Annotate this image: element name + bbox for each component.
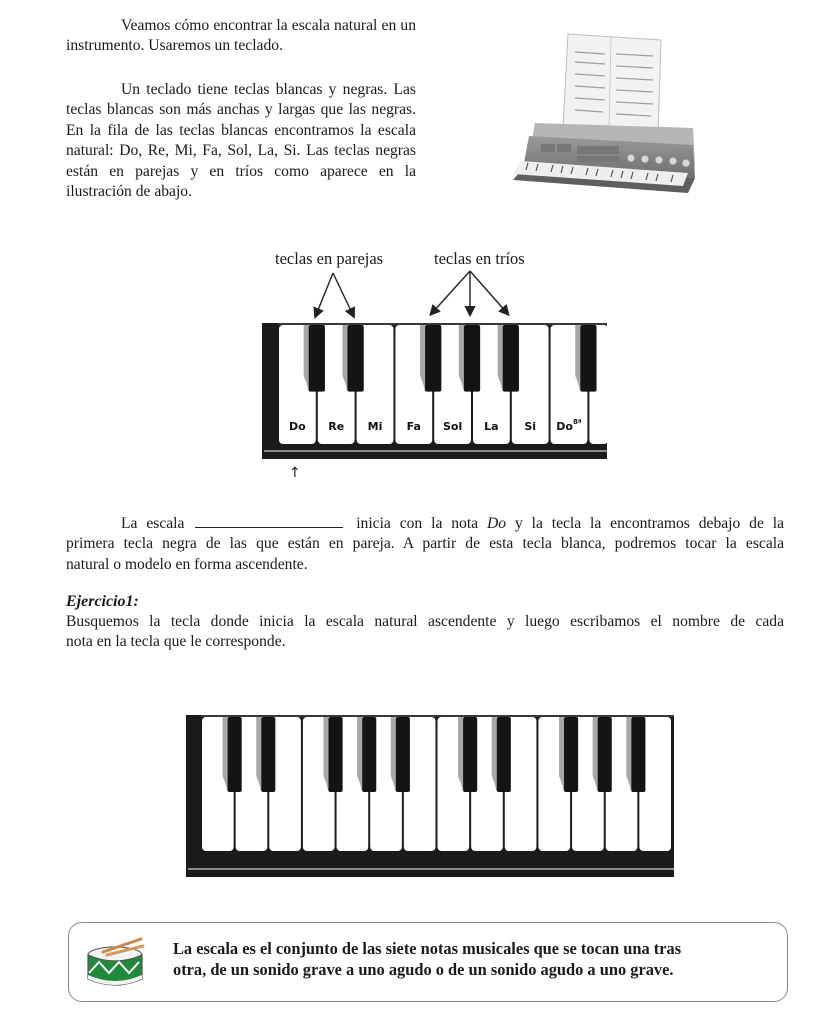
exercise-line-1: Busquemos la tecla donde inicia la escala natural ascendente y luego escribamos el nombre de cada bbox=[66, 613, 784, 630]
black-key bbox=[598, 717, 612, 792]
key-label-la: La bbox=[484, 420, 499, 433]
black-key bbox=[228, 717, 242, 792]
black-key bbox=[503, 325, 519, 392]
scale-text-line3: natural o modelo en forma ascendente. bbox=[66, 555, 308, 573]
definition-note-box bbox=[68, 922, 788, 1002]
definition-line-2: otra, de un sonido grave a uno agudo o de un sonido agudo a uno grave. bbox=[173, 960, 674, 979]
arrow-trio-right bbox=[470, 271, 507, 313]
scale-paragraph bbox=[66, 513, 784, 575]
black-key bbox=[464, 325, 480, 392]
scale-text-line2: primera tecla negra de las que están en pareja. A partir de esta tecla blanca, podremos tocar la escala bbox=[66, 535, 784, 553]
black-key bbox=[497, 717, 511, 792]
black-key bbox=[261, 717, 275, 792]
scale-text-start: La escala bbox=[121, 515, 185, 532]
keyboard-photo-icon bbox=[483, 28, 703, 198]
key-label-re: Re bbox=[328, 420, 345, 433]
black-key bbox=[580, 325, 596, 392]
scale-text-end: y la tecla la encontramos debajo de la bbox=[514, 515, 785, 532]
scale-text-mid: inicia con la nota bbox=[356, 515, 479, 532]
key-label-fa: Fa bbox=[406, 420, 421, 433]
black-key bbox=[309, 325, 325, 392]
exercise-line-2: nota en la tecla que le corresponde. bbox=[66, 633, 286, 651]
definition-line-1: La escala es el conjunto de las siete notas musicales que se tocan una tras bbox=[173, 939, 682, 958]
intro-paragraph-1: Veamos cómo encontrar la escala natural en un instrumento. Usaremos un teclado. bbox=[66, 17, 416, 55]
exercise-keyboard bbox=[186, 713, 676, 881]
black-key bbox=[564, 717, 578, 792]
fill-in-blank[interactable] bbox=[195, 513, 343, 528]
black-key bbox=[631, 717, 645, 792]
arrow-pair-left bbox=[316, 273, 333, 315]
intro-paragraph-2: Un teclado tiene teclas blancas y negras. Las teclas blancas son más anchas y largas que las negras. En la fila de las teclas blancas encontramos la escala natural: Do, Re, Mi, Fa, Sol, La, Si. Las teclas negras están en parejas y en tríos como aparece en la ilustración de abajo. bbox=[66, 81, 416, 201]
black-key bbox=[329, 717, 343, 792]
exercise-instructions bbox=[66, 612, 784, 653]
black-key bbox=[362, 717, 376, 792]
label-pairs: teclas en parejas bbox=[275, 249, 384, 268]
pointer-arrows bbox=[250, 268, 630, 328]
label-trios: teclas en tríos bbox=[434, 249, 525, 268]
key-label-si: Si bbox=[524, 420, 537, 433]
drum-icon bbox=[83, 935, 147, 991]
note-do: Do bbox=[486, 515, 507, 532]
arrow-trio-left bbox=[432, 271, 470, 313]
key-label-mi: Mi bbox=[367, 420, 383, 433]
key-label-sol: Sol bbox=[442, 420, 463, 433]
black-key bbox=[425, 325, 441, 392]
black-key bbox=[463, 717, 477, 792]
key-label-do: Do bbox=[289, 420, 306, 433]
labeled-keyboard bbox=[262, 322, 607, 472]
arrow-pair-right bbox=[333, 273, 353, 315]
up-arrow-icon: ↑ bbox=[289, 465, 301, 481]
exercise-title: Ejercicio1: bbox=[66, 593, 139, 610]
key-label-do: $Do^{8ª}$ bbox=[556, 418, 582, 433]
black-key bbox=[396, 717, 410, 792]
black-key bbox=[347, 325, 363, 392]
